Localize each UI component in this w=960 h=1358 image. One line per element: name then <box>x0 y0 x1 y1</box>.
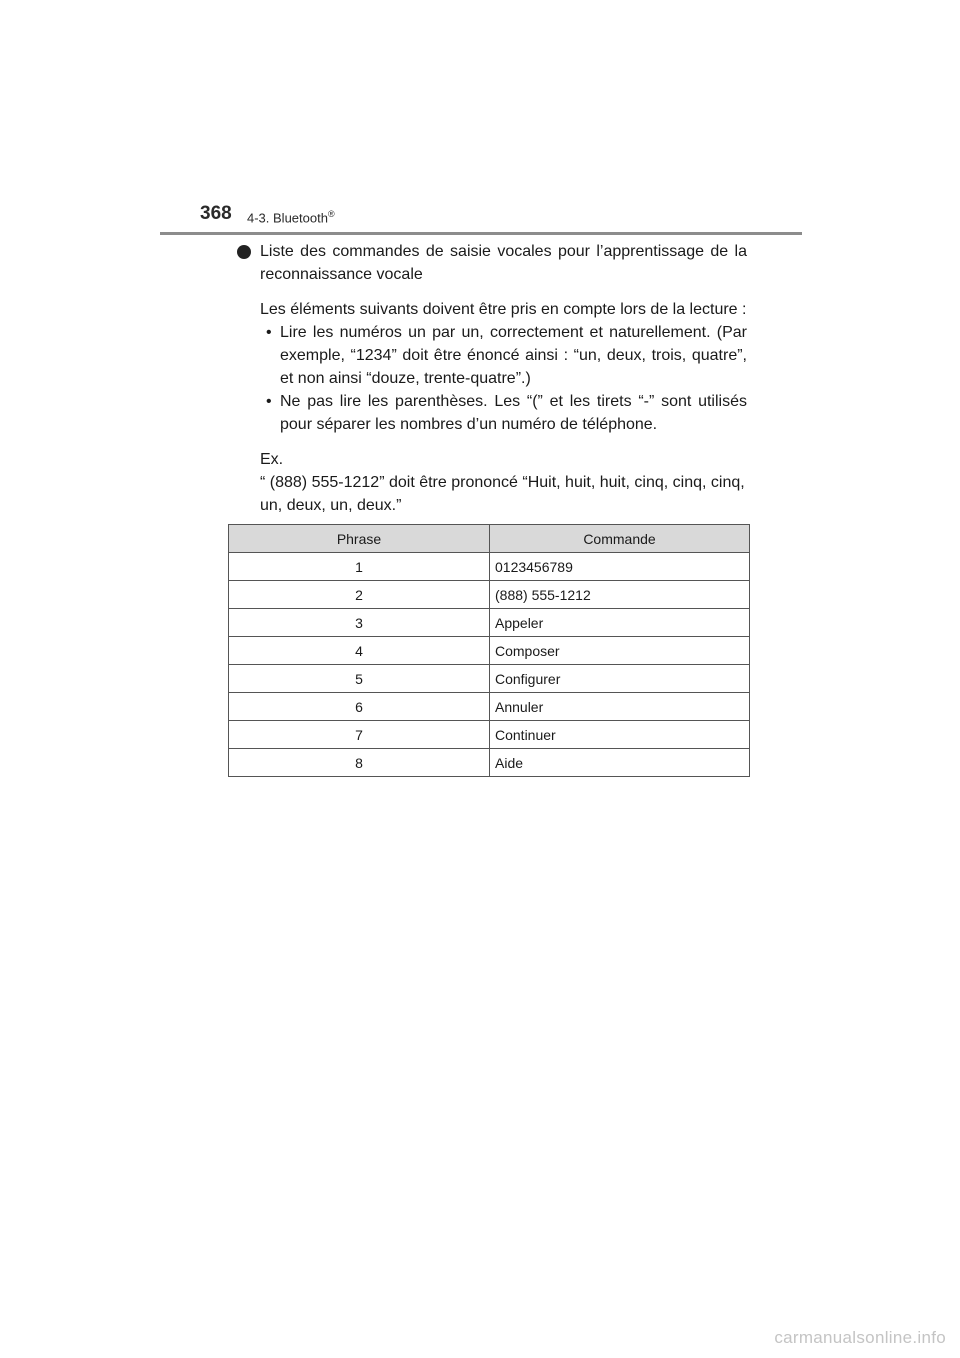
column-header-phrase: Phrase <box>229 525 490 553</box>
section-title-text: 4-3. Bluetooth <box>247 210 328 226</box>
example-label: Ex. <box>260 451 284 468</box>
bullet-icon: • <box>266 393 272 410</box>
bullet-icon: • <box>266 324 272 341</box>
table-row <box>229 553 750 581</box>
command-table <box>228 524 750 777</box>
command-cell: Annuler <box>490 693 750 721</box>
phrase-number-cell: 7 <box>229 721 490 749</box>
table-row <box>229 665 750 693</box>
command-cell: Composer <box>490 637 750 665</box>
command-cell: Configurer <box>490 665 750 693</box>
table-row <box>229 581 750 609</box>
list-item-text: Ne pas lire les parenthèses. Les “(” et les tirets “-” sont utilisés pour séparer les nombres d’un numéro de téléphone. <box>280 393 747 433</box>
page-number: 368 <box>200 203 232 224</box>
list-item-text: Lire les numéros un par un, correctement et naturellement. (Par exemple, “1234” doit être énoncé ainsi : “un, deux, trois, quatre”, et non ainsi “douze, trente-quatre”.) <box>280 324 747 387</box>
example-text: “ (888) 555-1212” doit être prononcé “Huit, huit, huit, cinq, cinq, cinq, un, deux, un, deux.” <box>260 474 745 514</box>
column-header-commande: Commande <box>490 525 750 553</box>
list-item <box>260 321 747 390</box>
command-cell: Appeler <box>490 609 750 637</box>
table-row <box>229 693 750 721</box>
section-title <box>247 209 335 225</box>
table-row <box>229 749 750 777</box>
heading-text: Liste des commandes de saisie vocales pour l’apprentissage de la reconnaissance vocale <box>260 243 747 283</box>
table-header-row <box>229 525 750 553</box>
phrase-number-cell: 4 <box>229 637 490 665</box>
watermark-link[interactable]: carmanualsonline.info <box>774 1328 946 1347</box>
table-row <box>229 637 750 665</box>
instruction-list <box>237 321 747 436</box>
intro-paragraph: Les éléments suivants doivent être pris en compte lors de la lecture : <box>260 301 747 318</box>
command-cell: (888) 555-1212 <box>490 581 750 609</box>
section-heading <box>237 240 747 286</box>
phrase-number-cell: 3 <box>229 609 490 637</box>
bullet-circle-icon <box>237 245 251 259</box>
phrase-number-cell: 1 <box>229 553 490 581</box>
main-content <box>237 240 747 517</box>
command-cell: 0123456789 <box>490 553 750 581</box>
phrase-number-cell: 6 <box>229 693 490 721</box>
phrase-number-cell: 2 <box>229 581 490 609</box>
registered-mark: ® <box>327 209 335 219</box>
table-row <box>229 721 750 749</box>
table-row <box>229 609 750 637</box>
list-item <box>260 390 747 436</box>
command-cell: Continuer <box>490 721 750 749</box>
phrase-number-cell: 5 <box>229 665 490 693</box>
command-cell: Aide <box>490 749 750 777</box>
phrase-number-cell: 8 <box>229 749 490 777</box>
header-divider <box>160 232 802 235</box>
